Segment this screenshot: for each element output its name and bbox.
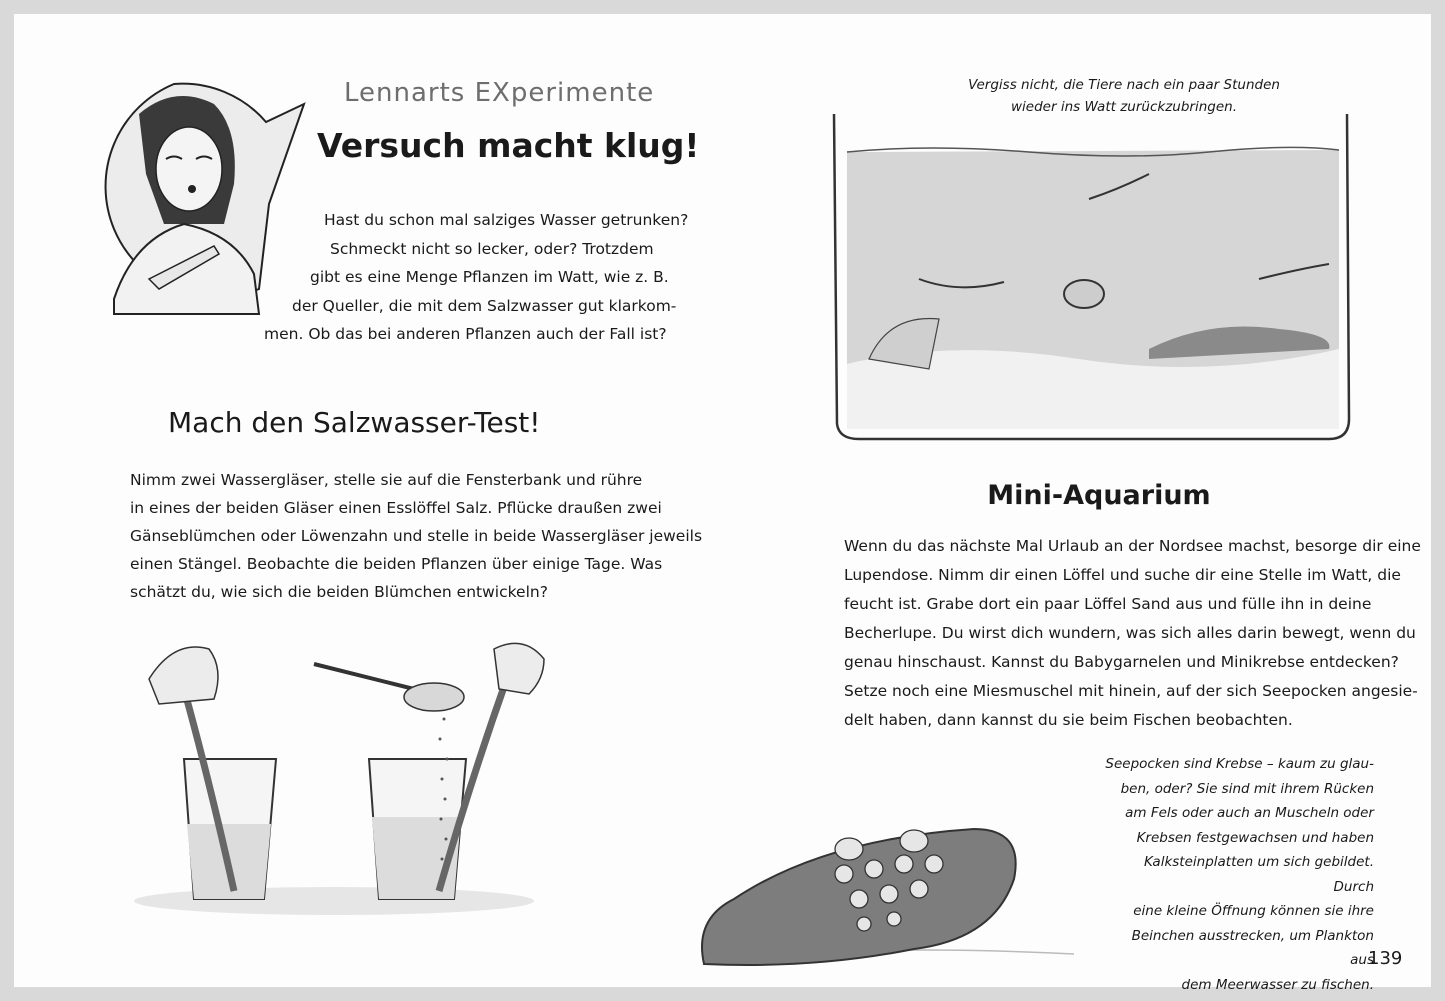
intro-line: der Queller, die mit dem Salzwasser gut klarkom- [292,296,677,315]
paragraph-line: schätzt du, wie sich die beiden Blümchen entwickeln? [130,583,548,601]
paragraph-line: Wenn du das nächste Mal Urlaub an der Nordsee machst, besorge dir eine [844,537,1421,555]
paragraph-line: Becherlupe. Du wirst dich wundern, was sich alles darin bewegt, wenn du [844,624,1416,642]
page-title: Versuch macht klug! [317,126,700,165]
paragraph-line: delt haben, dann kannst du sie beim Fischen beobachten. [844,711,1293,729]
caption-line: Beinchen ausstrecken, um Plankton aus [1131,927,1374,968]
caption-line: dem Meerwasser zu fischen. [1181,976,1374,993]
paragraph-line: feucht ist. Grabe dort ein paar Löffel Sand aus und fülle ihn in deine [844,595,1372,613]
section-title-salt-test: Mach den Salzwasser-Test! [168,406,541,439]
caption-line: Seepocken sind Krebse – kaum zu glau- [1105,756,1374,772]
caption-line: wieder ins Watt zurückzubringen. [1011,99,1237,115]
barnacle-caption [1104,752,1374,997]
paragraph-line: Gänseblümchen oder Löwenzahn und stelle in beide Wassergläser jeweils [130,527,703,545]
intro-paragraph [264,206,689,349]
mini-aquarium-paragraph [844,532,1421,735]
paragraph-line: einen Stängel. Beobachte die beiden Pflanzen über einige Tage. Was [130,555,663,573]
caption-line: Kalksteinplatten um sich gebildet. Durch [1144,854,1374,895]
dandelion-glasses-icon [114,619,554,919]
series-title: Lennarts EXperimente [344,78,655,108]
intro-line: Schmeckt nicht so lecker, oder? Trotzdem [330,239,654,258]
caption-line: Krebsen festgewachsen und haben [1136,829,1374,846]
caption-line: Vergiss nicht, die Tiere nach ein paar Stunden [968,77,1280,93]
caption-line: am Fels oder auch an Muscheln oder [1125,805,1374,821]
paragraph-line: in eines der beiden Gläser einen Esslöffel Salz. Pflücke draußen zwei [130,499,662,517]
paragraph-line: genau hinschaust. Kannst du Babygarnelen und Minikrebse entdecken? [844,653,1399,671]
intro-line: gibt es eine Menge Pflanzen im Watt, wie z. B. [310,268,669,286]
barnacle-rock-icon [674,769,1094,979]
intro-line: Hast du schon mal salziges Wasser getrunken? [324,211,689,229]
paragraph-line: Lupendose. Nimm dir einen Löffel und suche dir eine Stelle im Watt, die [844,566,1401,584]
caption-line: eine kleine Öffnung können sie ihre [1133,903,1374,919]
paragraph-line: Setze noch eine Miesmuschel mit hinein, auf der sich Seepocken angesie- [844,682,1418,700]
section-title-mini-aquarium: Mini-Aquarium [987,480,1211,511]
intro-line: men. Ob das bei anderen Pflanzen auch der Fall ist? [264,325,667,343]
caption-line: ben, oder? Sie sind mit ihrem Rücken [1120,780,1374,797]
aquarium-tank-icon [829,104,1364,449]
paragraph-line: Nimm zwei Wassergläser, stelle sie auf die Fensterbank und rühre [130,471,643,489]
page-number: 139 [1368,948,1403,969]
salt-test-paragraph [130,466,703,606]
book-spread [14,14,1431,993]
